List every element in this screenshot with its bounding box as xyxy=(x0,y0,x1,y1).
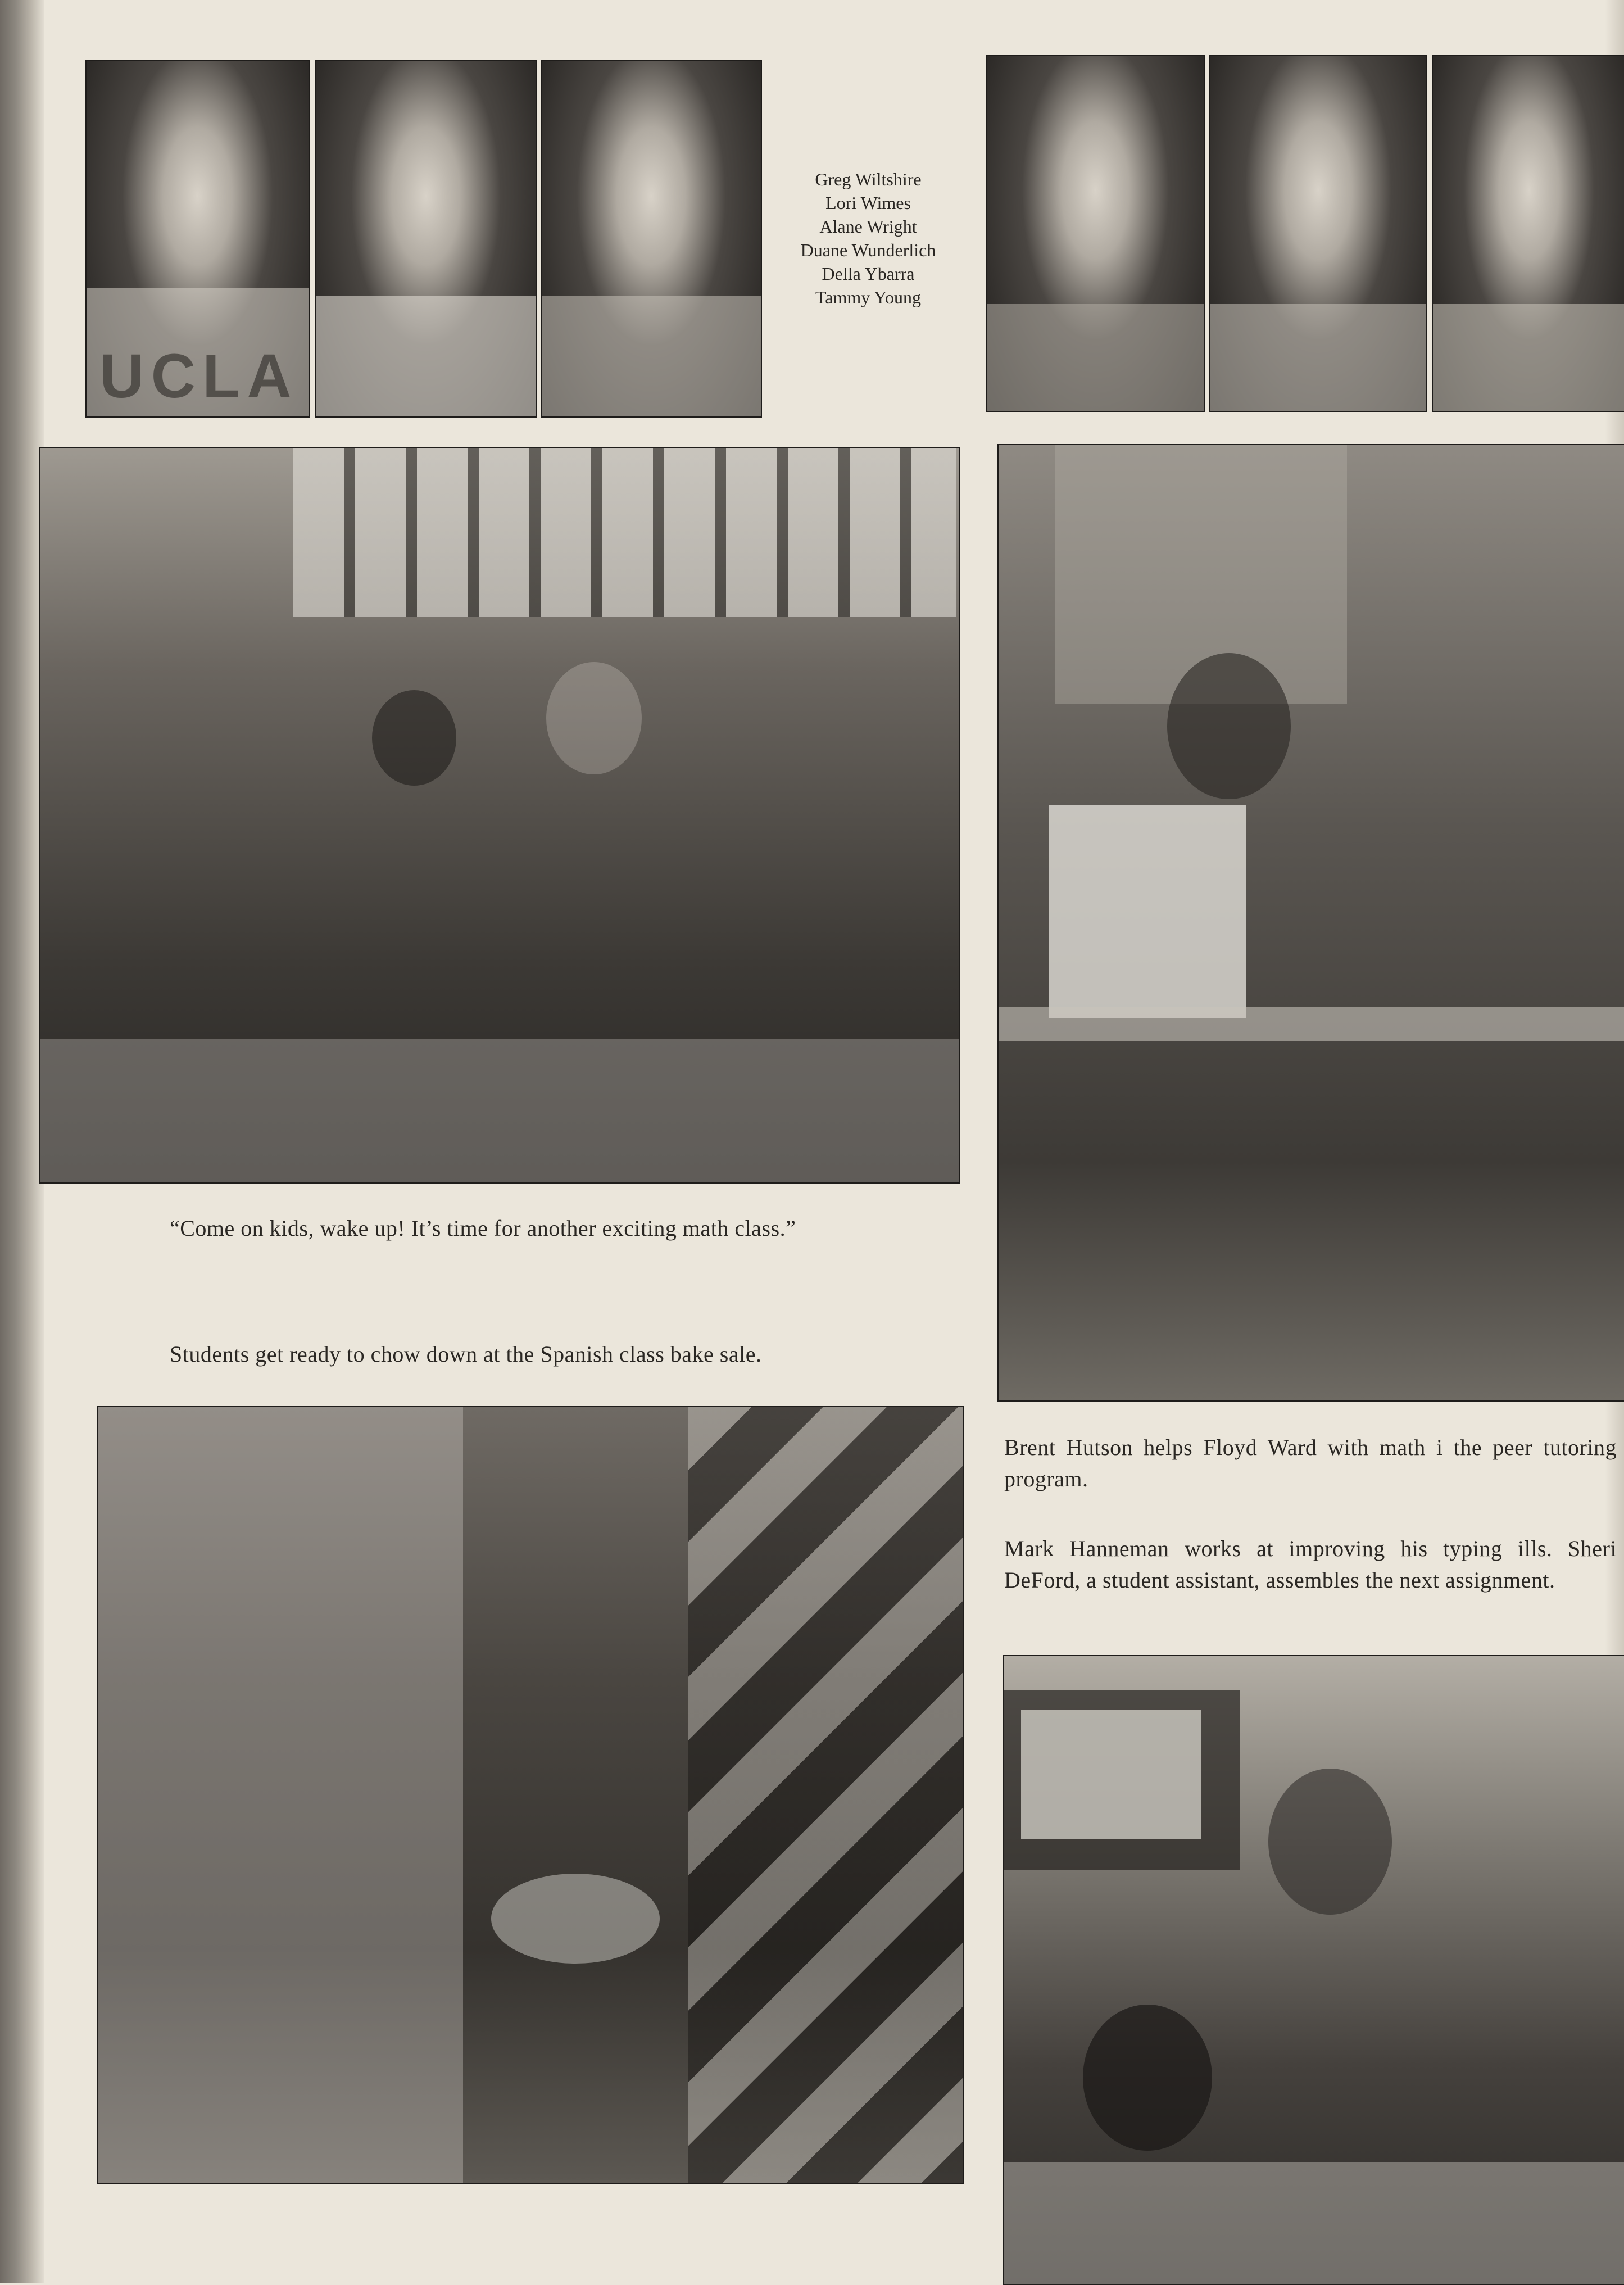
math-class-photo xyxy=(39,447,960,1184)
bake-sale-photo xyxy=(97,1406,964,2184)
tutoring-photo xyxy=(1003,1655,1624,2285)
page-binding-shadow xyxy=(0,0,44,2283)
tutoring-caption: Brent Hutson helps Floyd Ward with math i the peer tutoring program. xyxy=(1004,1435,1617,1491)
shirt-lettering: UCLA xyxy=(99,342,298,411)
portrait-photo-5 xyxy=(1209,55,1427,412)
portrait-name-list xyxy=(770,167,967,309)
portrait-photo-1 xyxy=(85,60,310,418)
typing-caption: Mark Hanneman works at improving his typing ills. Sheri DeFord, a student assistant, assembles the next assignment. xyxy=(1004,1536,1617,1593)
portrait-photo-4 xyxy=(986,55,1205,412)
portrait-photo-3 xyxy=(541,60,762,418)
portrait-name: Alane Wright xyxy=(819,216,917,237)
bake-sale-caption: Students get ready to chow down at the Spanish class bake sale. xyxy=(170,1341,762,1367)
math-class-caption: “Come on kids, wake up! It’s time for another exciting math class.” xyxy=(170,1216,796,1241)
portrait-name: Tammy Young xyxy=(815,287,921,307)
portrait-name: Della Ybarra xyxy=(822,264,915,284)
portrait-name: Greg Wiltshire xyxy=(815,169,922,189)
typing-class-photo xyxy=(997,444,1624,1402)
portrait-name: Duane Wunderlich xyxy=(800,240,936,260)
portrait-photo-2 xyxy=(315,60,537,418)
portrait-photo-6 xyxy=(1432,55,1624,412)
portrait-name: Lori Wimes xyxy=(825,193,911,213)
